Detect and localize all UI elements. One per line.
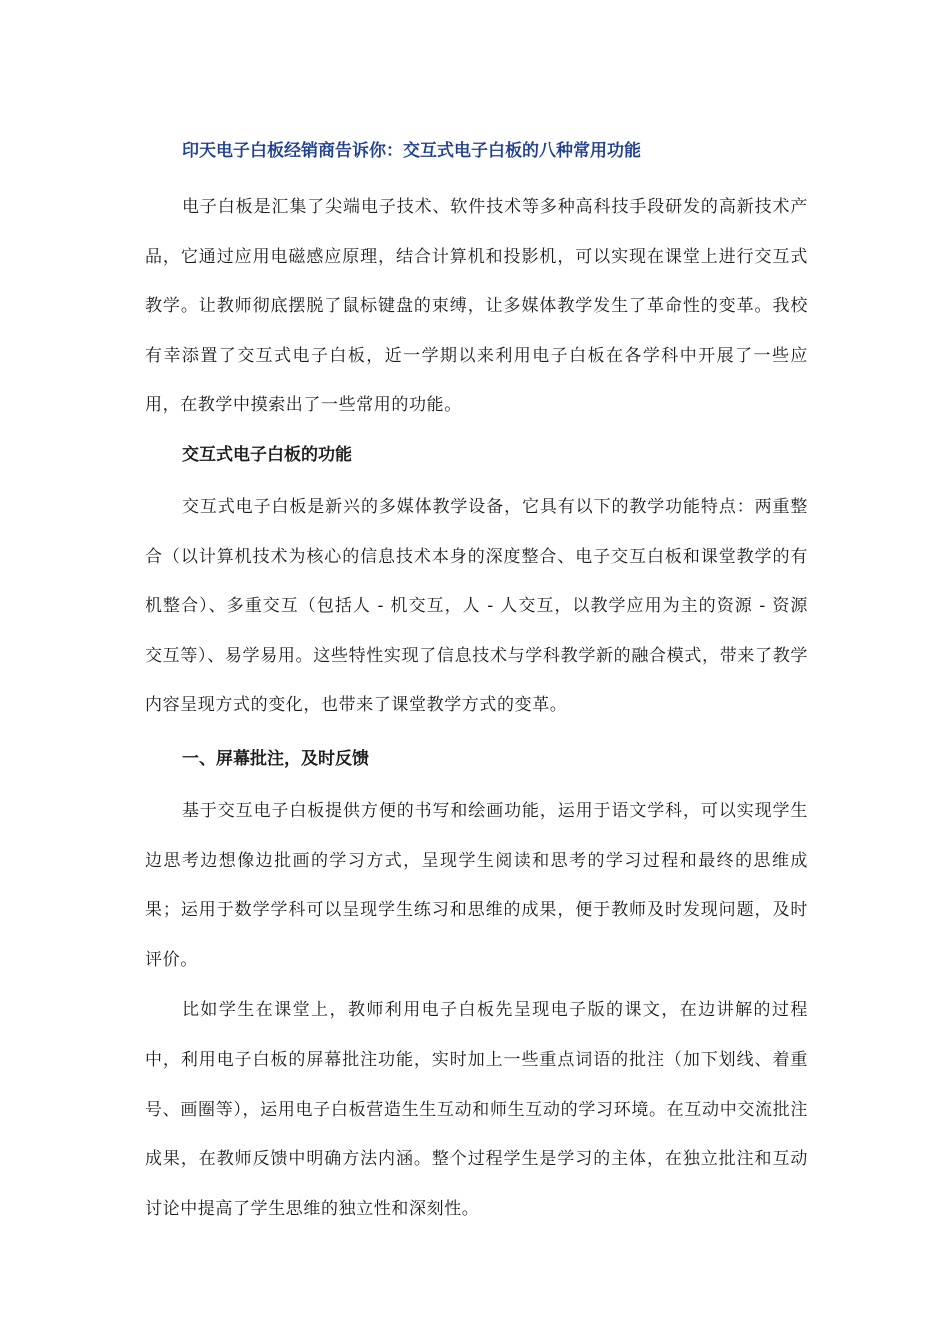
document-title: 印天电子白板经销商告诉你：交互式电子白板的八种常用功能 <box>182 141 641 161</box>
intro-paragraph: 电子白板是汇集了尖端电子技术、软件技术等多种高科技手段研发的高新技术产品，它通过应用电磁感应原理，结合计算机和投影机，可以实现在课堂上进行交互式教学。让教师彻底摆脱了鼠标键盘的束缚，让多媒体教学发生了革命性的变革。我校有幸添置了交互式电子白板，近一学期以来利用电子白板在各学科中开展了一些应用，在教学中摸索出了一些常用的功能。 <box>145 197 808 416</box>
example-paragraph: 比如学生在课堂上，教师利用电子白板先呈现电子版的课文，在边讲解的过程中，利用电子白板的屏幕批注功能，实时加上一些重点词语的批注（加下划线、着重号、画圈等），运用电子白板营造生生互动和师生互动的学习环境。在互动中交流批注成果，在教师反馈中明确方法内涵。整个过程学生是学习的主体，在独立批注和互动讨论中提高了学生思维的独立性和深刻性。 <box>145 1000 808 1219</box>
annotation-paragraph: 基于交互电子白板提供方便的书写和绘画功能，运用于语文学科，可以实现学生边思考边想像边批画的学习方式，呈现学生阅读和思考的学习过程和最终的思维成果；运用于数学学科可以呈现学生练习和思维的成果，便于教师及时发现问题，及时评价。 <box>145 800 808 970</box>
section-heading-screen-annotation: 一、屏幕批注，及时反馈 <box>182 748 369 769</box>
functions-paragraph: 交互式电子白板是新兴的多媒体教学设备，它具有以下的教学功能特点：两重整合（以计算机技术为核心的信息技术本身的深度整合、电子交互白板和课堂教学的有机整合）、多重交互（包括人 - 机交互，人 - 人交互，以教学应用为主的资源 - 资源交互等）、易学易用。这些特性实现了信息技术与学科教学新的融合模式，带来了教学内容呈现方式的变化，也带来了课堂教学方式的变革。 <box>145 496 808 716</box>
document-page <box>145 133 808 1234</box>
section-heading-functions: 交互式电子白板的功能 <box>182 444 352 465</box>
